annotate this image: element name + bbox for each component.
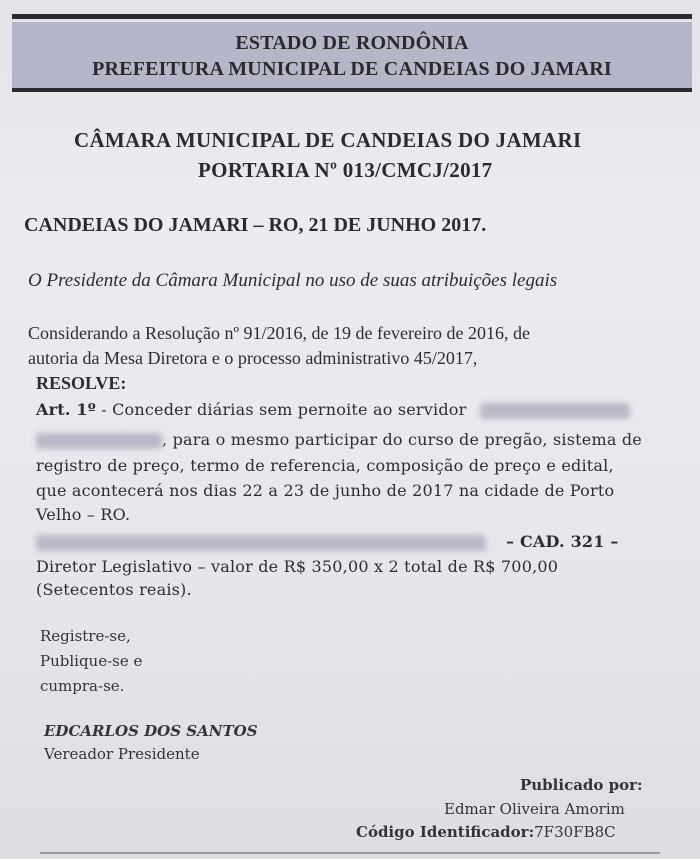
redacted-name-1 bbox=[480, 403, 630, 419]
header-state: ESTADO DE RONDÔNIA bbox=[235, 32, 469, 54]
payment-line1: Diretor Legislativo – valor de R$ 350,00 x 2 total de R$ 700,00 bbox=[36, 557, 559, 576]
closing-line3: cumpra-se. bbox=[40, 677, 125, 695]
closing-line2: Publique-se e bbox=[40, 652, 143, 670]
payment-line2: (Setecentos reais). bbox=[36, 580, 192, 599]
identifier-label: Código Identificador: bbox=[356, 823, 535, 841]
considerando-line1: Considerando a Resolução nº 91/2016, de 19 de fevereiro de 2016, de bbox=[28, 323, 530, 343]
dateline: CANDEIAS DO JAMARI – RO, 21 DE JUNHO 2017. bbox=[24, 214, 487, 236]
resolve-label: RESOLVE: bbox=[36, 373, 127, 393]
considerando-line2: autoria da Mesa Diretora e o processo administrativo 45/2017, bbox=[28, 348, 478, 368]
article-line5: Velho – RO. bbox=[36, 505, 131, 524]
publisher-name: Edmar Oliveira Amorim bbox=[444, 800, 625, 818]
identifier-code bbox=[356, 823, 616, 841]
title-camara: CÂMARA MUNICIPAL DE CANDEIAS DO JAMARI bbox=[74, 128, 582, 152]
preamble: O Presidente da Câmara Municipal no uso de suas atribuições legais bbox=[28, 270, 558, 291]
closing-line1: Registre-se, bbox=[40, 627, 131, 645]
identifier-value: 7F30FB8C bbox=[534, 823, 616, 841]
signature-role: Vereador Presidente bbox=[44, 745, 200, 763]
redacted-name-2 bbox=[36, 433, 162, 449]
redacted-name-3 bbox=[36, 535, 486, 551]
article-text-2: , para o mesmo participar do curso de pregão, sistema de bbox=[162, 430, 642, 449]
header-prefeitura: PREFEITURA MUNICIPAL DE CANDEIAS DO JAMARI bbox=[92, 58, 612, 80]
payment-line0 bbox=[36, 532, 486, 551]
article-line2 bbox=[36, 430, 642, 449]
title-portaria: PORTARIA Nº 013/CMCJ/2017 bbox=[198, 158, 493, 182]
cad-label: – CAD. 321 – bbox=[506, 532, 619, 551]
bottom-rule bbox=[40, 852, 660, 854]
article-line4: que acontecerá nos dias 22 a 23 de junho de 2017 na cidade de Porto bbox=[36, 481, 615, 500]
top-rule bbox=[12, 14, 692, 19]
article-line1 bbox=[36, 400, 630, 419]
article-text-1: - Conceder diárias sem pernoite ao servidor bbox=[95, 400, 467, 419]
article-label: Art. 1º bbox=[36, 400, 96, 419]
published-by-label: Publicado por: bbox=[520, 776, 643, 794]
header-band bbox=[12, 22, 692, 88]
header-rule bbox=[12, 88, 692, 92]
signature-name: EDCARLOS DOS SANTOS bbox=[44, 722, 258, 740]
article-line3: registro de preço, termo de referencia, composição de preço e edital, bbox=[36, 456, 614, 475]
